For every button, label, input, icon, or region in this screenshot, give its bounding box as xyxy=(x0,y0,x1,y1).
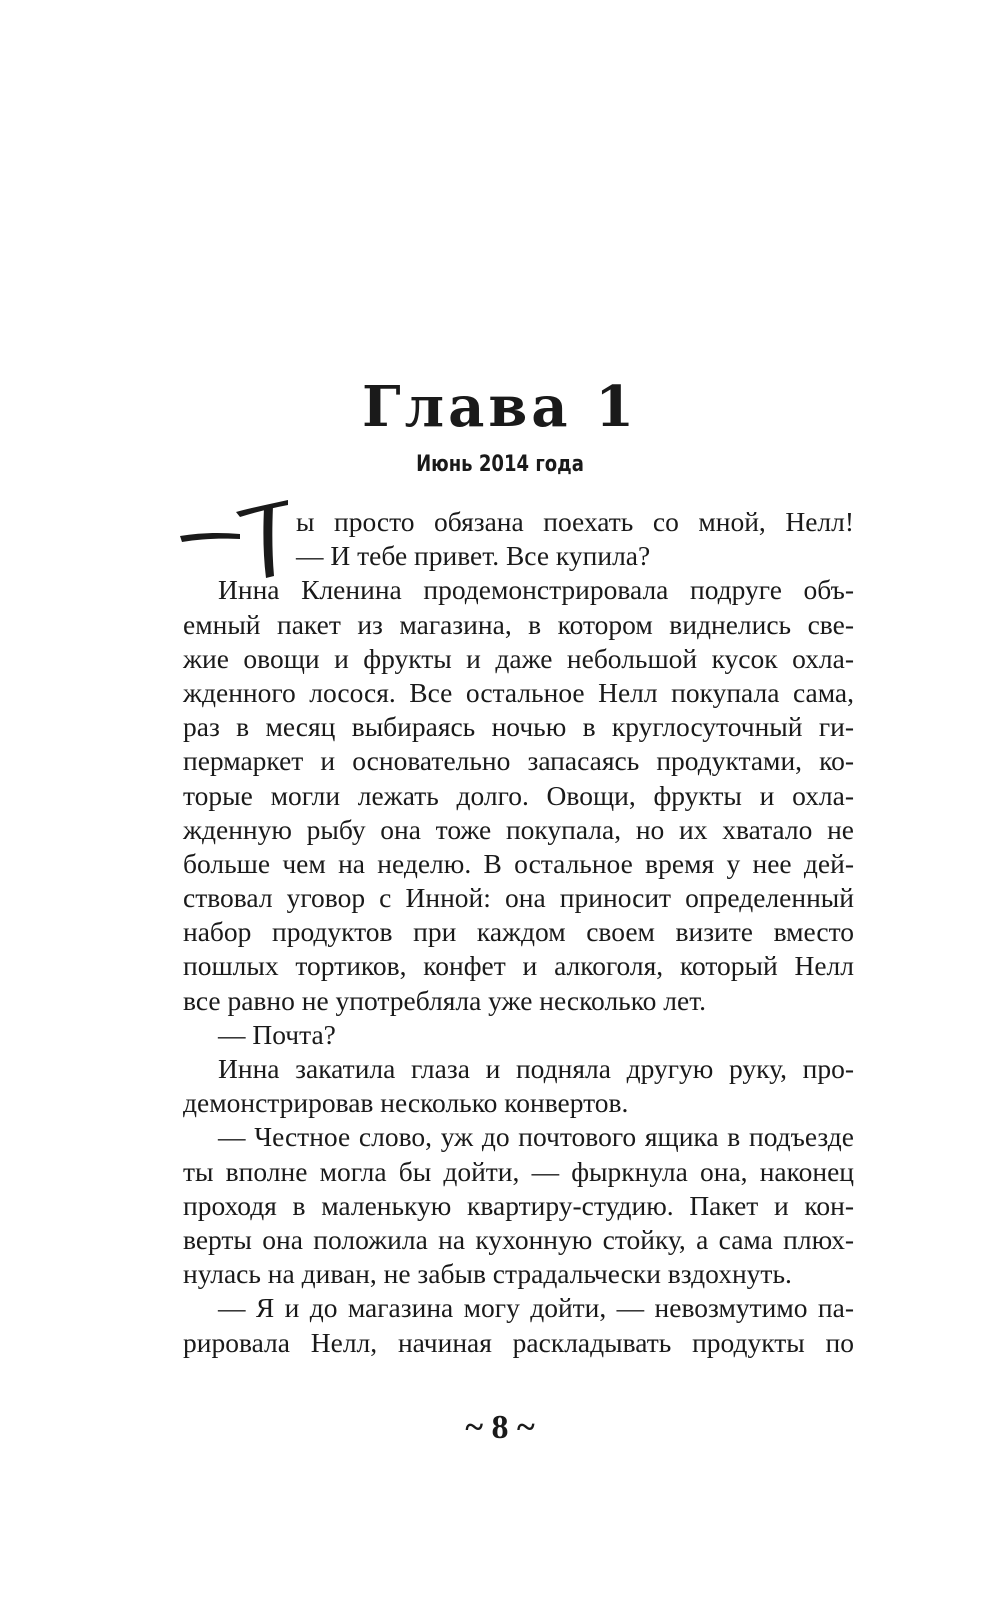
text-line: все равно не употребляла уже несколько лет. xyxy=(183,984,707,1016)
text-line: емный пакет из магазина, в котором виднелись све- xyxy=(183,608,854,640)
text-line: жденного лосося. Все остальное Нелл покупала сама, xyxy=(183,676,854,708)
text-line: жденную рыбу она тоже покупала, но их хватало не xyxy=(183,813,854,845)
text-line: ствовал уговор с Инной: она приносит определенный xyxy=(183,882,854,914)
page-number: ~ 8 ~ xyxy=(465,1409,535,1446)
text-line: больше чем на неделю. В остальное время у нее дей- xyxy=(183,847,854,879)
text-line: ты вполне могла бы дойти, — фыркнула она, наконец xyxy=(183,1155,854,1187)
text-line: нулась на диван, не забыв страдальчески вздохнуть. xyxy=(183,1258,792,1290)
body-text xyxy=(183,505,854,1360)
text-line: рировала Нелл, начиная раскладывать продукты по xyxy=(183,1326,854,1358)
text-line: жие овощи и фрукты и даже небольшой кусок охла- xyxy=(183,642,854,674)
text-line: набор продуктов при каждом своем визите вместо xyxy=(183,916,854,948)
text-line: Инна Кленина продемонстрировала подруге объ- xyxy=(218,574,854,606)
chapter-subtitle: Июнь 2014 года xyxy=(416,452,584,477)
text-line: верты она положила на кухонную стойку, а сама плюх- xyxy=(183,1223,854,1255)
text-line: демонстрировав несколько конвертов. xyxy=(183,1087,629,1119)
text-line: пошлых тортиков, конфет и алкоголя, который Нелл xyxy=(183,950,854,982)
text-line: проходя в маленькую квартиру-студию. Пакет и кон- xyxy=(183,1189,854,1221)
text-line: Инна закатила глаза и подняла другую руку, про- xyxy=(218,1053,854,1084)
text-line: — Я и до магазина могу дойти, — невозмутимо па- xyxy=(218,1292,854,1324)
text-line: — И тебе привет. Все купила? xyxy=(296,540,651,572)
text-line: — Честное слово, уж до почтового ящика в подъезде xyxy=(218,1121,854,1153)
text-line: раз в месяц выбираясь ночью в круглосуточный ги- xyxy=(183,711,854,743)
text-line: ы просто обязана поехать со мной, Нелл! xyxy=(296,506,854,537)
chapter-title: Глава 1 xyxy=(361,374,639,440)
text-line: пермаркет и основательно запасаясь продуктами, ко- xyxy=(183,745,854,777)
text-line: — Почта? xyxy=(218,1018,336,1050)
text-line: торые могли лежать долго. Овощи, фрукты и охла- xyxy=(183,779,854,811)
